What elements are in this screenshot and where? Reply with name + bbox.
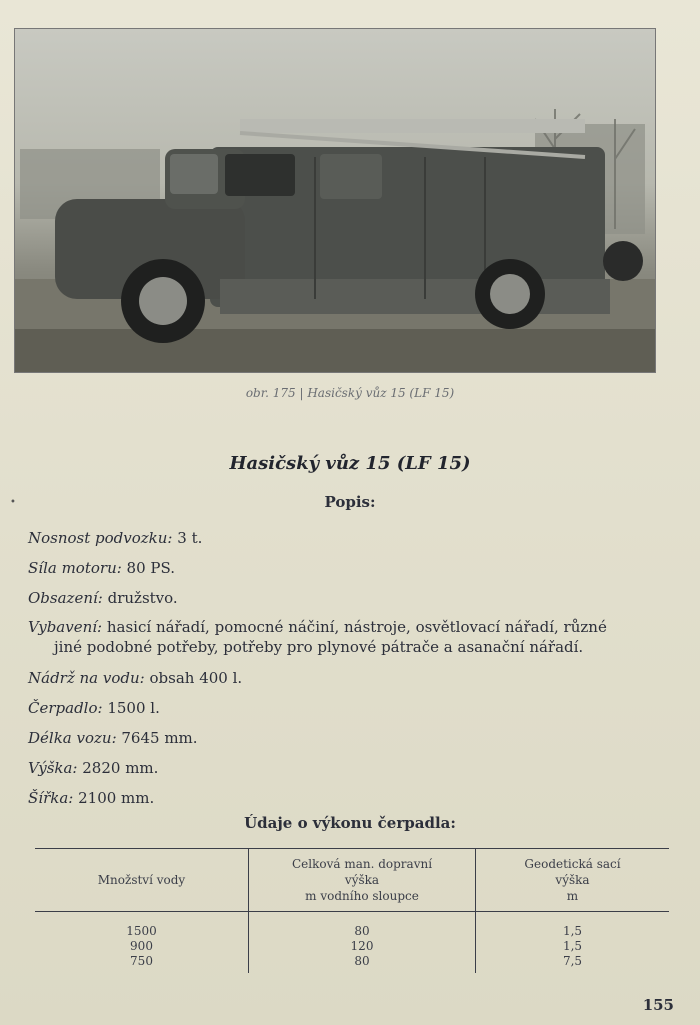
- spec-item: Nosnost podvozku: 3 t.: [28, 529, 203, 547]
- pump-performance-table: [35, 848, 669, 973]
- stray-mark: •: [10, 497, 16, 508]
- spec-item: Čerpadlo: 1500 l.: [28, 699, 160, 717]
- column-header-delivery-head: Celková man. dopravní výška m vodního sloupce: [249, 849, 476, 912]
- table-row: 750 80 7,5: [35, 954, 669, 973]
- spec-item: Síla motoru: 80 PS.: [28, 559, 176, 577]
- section-subtitle: Popis:: [324, 493, 376, 511]
- table-row: 1500 80 1,5: [35, 912, 669, 940]
- figure-caption: obr. 175 | Hasičský vůz 15 (LF 15): [245, 386, 455, 400]
- table-header-row: [35, 849, 669, 912]
- column-header-suction-head: Geodetická sací výška m: [476, 849, 670, 912]
- page-number: 155: [642, 996, 674, 1014]
- spec-list: [28, 523, 678, 813]
- spec-item: Vybavení: hasicí nářadí, pomocné náčiní, nástroje, osvětlovací nářadí, různé jiné podobné potřeby, potřeby pro plynové pátrače a asanační nářadí.: [28, 618, 607, 656]
- fire-truck-illustration: [15, 29, 655, 372]
- spec-item: Nádrž na vodu: obsah 400 l.: [28, 669, 243, 687]
- column-header-water-quantity: Množství vody: [35, 849, 249, 912]
- section-title: Hasičský vůz 15 (LF 15): [229, 453, 471, 474]
- spec-item: Výška: 2820 mm.: [28, 759, 159, 777]
- spec-item: Obsazení: družstvo.: [28, 589, 178, 607]
- spec-item: Délka vozu: 7645 mm.: [28, 729, 198, 747]
- spec-item: Šířka: 2100 mm.: [28, 789, 155, 807]
- pump-table-title: Údaje o výkonu čerpadla:: [244, 814, 456, 832]
- table-row: 900 120 1,5: [35, 939, 669, 954]
- fire-truck-photo: [14, 28, 656, 373]
